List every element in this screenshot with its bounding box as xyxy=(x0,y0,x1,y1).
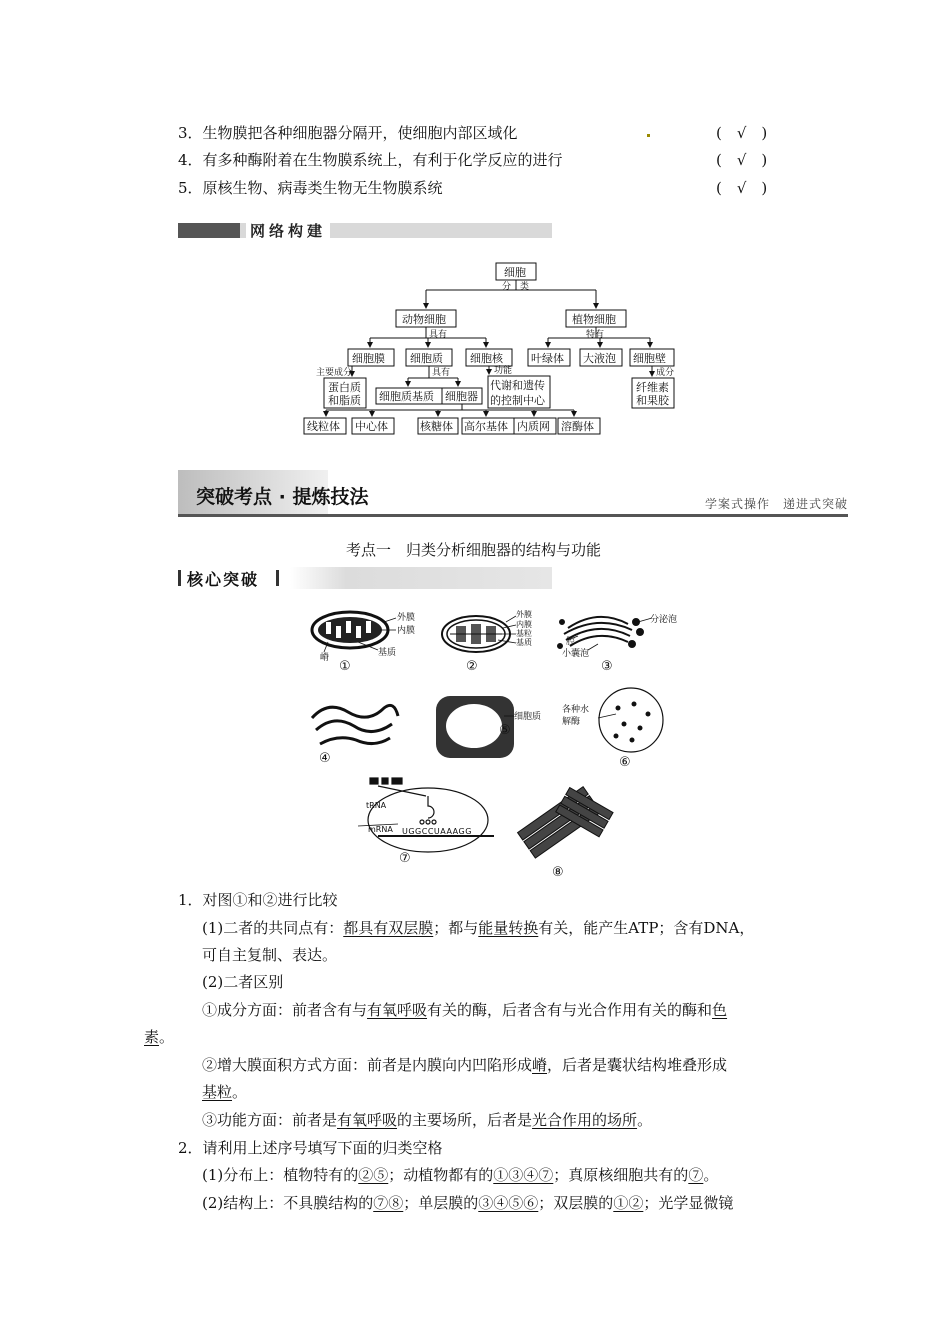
core-title: 核心突破 xyxy=(187,570,260,589)
cm-root: 细胞 xyxy=(504,266,526,279)
section-title: 网络构建 xyxy=(246,220,330,241)
fig5-number: ⑤ xyxy=(499,723,511,738)
cm-organelle-3: 核糖体 xyxy=(420,420,453,433)
fig8-number: ⑧ xyxy=(552,865,564,880)
cm-comp2: 成分 xyxy=(656,368,675,378)
fig7-sequence: UGGCCUAAAGG xyxy=(402,827,472,836)
judge-item-3: 3．生物膜把各种细胞器分隔开，使细胞内部区域化 xyxy=(178,124,518,142)
q1-title: 1．对图①和②进行比较 xyxy=(178,891,338,909)
judge-item-4: 4．有多种酶附着在生物膜系统上，有利于化学反应的进行 xyxy=(178,151,563,169)
cm-protein-1: 蛋白质 xyxy=(328,381,361,394)
cm-func: 功能 xyxy=(494,366,513,376)
q1-comp-cont: 素。 xyxy=(144,1028,175,1046)
fig2-grana: 基粒 xyxy=(516,629,532,638)
judge-item-5: 5．原核生物、病毒类生物无生物膜系统 xyxy=(178,179,443,197)
cm-membrane: 细胞膜 xyxy=(352,352,385,365)
cm-organelle-1: 线粒体 xyxy=(307,420,340,433)
q1-common-cont: 可自主复制、表达。 xyxy=(202,946,338,964)
section-header-breakthrough xyxy=(178,470,848,518)
cm-control-2: 的控制中心 xyxy=(490,394,545,407)
cm-split: 分 类 xyxy=(502,282,530,292)
cm-organelle-2: 中心体 xyxy=(355,420,388,433)
cm-control-1: 代谢和遗传 xyxy=(490,379,545,392)
fig6-b: 解酶 xyxy=(562,717,581,727)
cm-nucleus: 细胞核 xyxy=(470,352,503,365)
cm-has2: 特有 xyxy=(586,330,605,340)
judge-mark-4: ( √ ) xyxy=(716,151,768,169)
concept-map xyxy=(290,258,690,442)
fig2-outer: 外膜 xyxy=(516,610,532,619)
cm-plant: 植物细胞 xyxy=(572,313,616,326)
cm-has3: 具有 xyxy=(432,368,451,378)
fig7-mrna: mRNA xyxy=(368,825,393,834)
er-image xyxy=(312,705,398,744)
ribosome-image xyxy=(358,778,494,852)
cm-organelle-6: 溶酶体 xyxy=(561,420,594,433)
q1-diff-title: (2)二者区别 xyxy=(202,973,284,991)
core-edge-right xyxy=(276,570,279,586)
kaodian-title: 考点一 归类分析细胞器的结构与功能 xyxy=(346,541,602,559)
fig1-outer: 外膜 xyxy=(397,613,416,623)
fig3-vesicle: 分泌泡 xyxy=(650,615,678,625)
cm-wall: 细胞壁 xyxy=(633,352,666,365)
stray-dot xyxy=(647,134,650,137)
fig1-inner: 内膜 xyxy=(397,626,416,636)
fig7-trna: tRNA xyxy=(366,801,387,810)
section-rule xyxy=(178,514,848,517)
core-edge-left xyxy=(178,570,181,586)
q1-func: ③功能方面：前者是有氧呼吸的主要场所，后者是光合作用的场所。 xyxy=(202,1111,653,1129)
cm-cellulose-2: 和果胶 xyxy=(636,394,669,407)
q1-comp: ①成分方面：前者含有与有氧呼吸有关的酶，后者含有与光合作用有关的酶和色 xyxy=(202,1001,728,1019)
cm-cellulose-1: 纤维素 xyxy=(636,381,669,394)
fig2-number: ② xyxy=(466,659,478,674)
cm-matrix: 细胞质基质 xyxy=(379,390,434,403)
section2-slogan: 学案式操作 递进式突破 xyxy=(704,497,848,511)
cm-organelle: 细胞器 xyxy=(445,390,478,403)
cm-animal: 动物细胞 xyxy=(402,313,446,326)
fig1-matrix: 基质 xyxy=(378,648,397,658)
q1-area: ②增大膜面积方式方面：前者是内膜向内凹陷形成嵴，后者是囊状结构堆叠形成 xyxy=(202,1056,728,1074)
q1-common: (1)二者的共同点有：都具有双层膜；都与能量转换有关，能产生ATP；含有DNA， xyxy=(202,919,755,937)
fig5-label: 细胞质 xyxy=(514,712,542,722)
fig6-a: 各种水 xyxy=(562,705,590,715)
q2-title: 2．请利用上述序号填写下面的归类空格 xyxy=(178,1139,443,1157)
cm-has1: 具有 xyxy=(429,330,448,340)
q1-area-cont: 基粒。 xyxy=(202,1083,248,1101)
mitochondrion-image xyxy=(312,612,396,652)
judge-mark-3: ( √ ) xyxy=(716,124,768,142)
fig3-small: 小囊泡 xyxy=(562,649,590,659)
cm-chloroplast: 叶绿体 xyxy=(531,352,564,365)
q2-structure: (2)结构上：不具膜结构的⑦⑧；单层膜的③④⑤⑥；双层膜的①②；光学显微镜 xyxy=(202,1194,734,1212)
fig1-number: ① xyxy=(339,659,351,674)
fig2-inner: 内膜 xyxy=(516,620,532,629)
organelle-figure xyxy=(298,600,708,882)
lysosome-image xyxy=(598,688,663,752)
fig3-number: ③ xyxy=(601,659,613,674)
cm-main-comp: 主要成分 xyxy=(316,368,353,378)
cm-organelle-5: 内质网 xyxy=(517,420,550,433)
fig6-number: ⑥ xyxy=(619,755,631,770)
fig2-stroma: 基质 xyxy=(516,638,532,647)
cm-cytoplasm: 细胞质 xyxy=(410,352,443,365)
section-header-network xyxy=(178,223,552,238)
q2-distribution: (1)分布上：植物特有的②⑤；动植物都有的①③④⑦；真原核细胞共有的⑦。 xyxy=(202,1166,719,1184)
fig3-cavity: 腔 xyxy=(566,637,576,647)
chloroplast-image xyxy=(442,616,516,652)
fig1-ridge: 嵴 xyxy=(320,653,330,663)
section-header-block xyxy=(178,223,240,238)
core-header xyxy=(178,567,552,589)
cm-organelle-4: 高尔基体 xyxy=(464,420,508,433)
judge-mark-5: ( √ ) xyxy=(716,179,768,197)
centriole-image xyxy=(518,787,613,858)
cm-protein-2: 和脂质 xyxy=(328,394,361,407)
fig7-number: ⑦ xyxy=(399,851,411,866)
fig4-number: ④ xyxy=(319,751,331,766)
section2-title: 突破考点 · 提炼技法 xyxy=(196,486,369,508)
cm-vacuole: 大液泡 xyxy=(583,352,616,365)
